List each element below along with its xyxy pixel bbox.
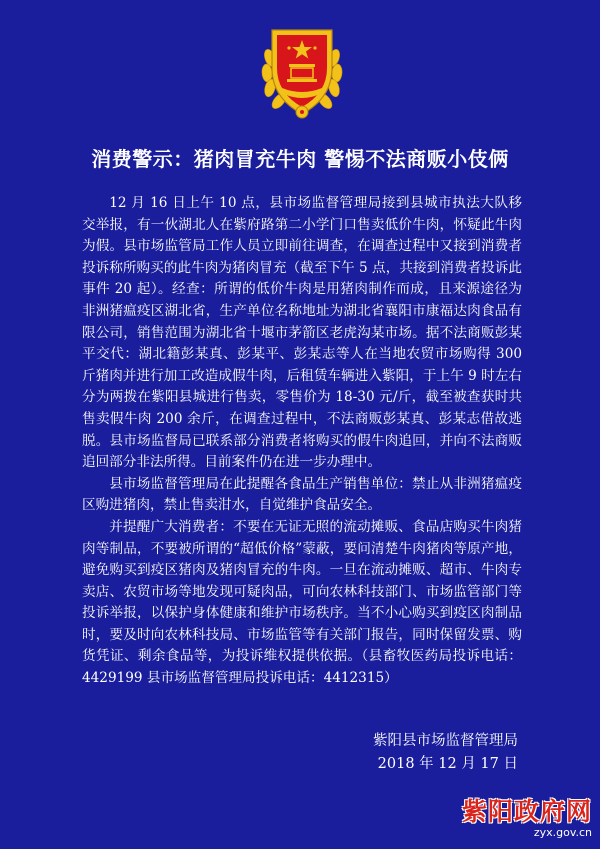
watermark-site-name: 紫阳政府网 [461, 797, 592, 826]
article-body [82, 193, 522, 690]
paragraph-case-report: 12 月 16 日上午 10 点，县市场监督管理局接到县城市执法大队移交举报，有一伙湖北人在紫府路第二小学门口售卖低价牛肉，怀疑此牛肉为假。县市场监管局工作人员立即前往调查，在调查过程中又接到消费者投诉称所购买的此牛肉为猪肉冒充（截至下午 5 点，共接到消费者投诉此事件 20 起）。经查：所谓的低价牛肉是用猪肉制作而成，且来源途径为非洲猪瘟疫区湖北省，生产单位名称地址为湖北省襄阳市康福达肉食品有限公司，销售范围为湖北省十堰市茅箭区老虎沟某市场。据不法商贩彭某平交代：湖北籍彭某真、彭某平、彭某志等人在当地农贸市场购得 300 斤猪肉并进行加工改造成假牛肉，后租赁车辆进入紫阳，于上午 9 时左右分为两拨在紫阳县城进行售卖，零售价为 18-30 元/斤，截至被查获时共售卖假牛肉 200 余斤，在调查过程中，不法商贩彭某真、彭某志借故逃脱。县市场监督局已联系部分消费者将购买的假牛肉追回，并向不法商贩追回部分非法所得。目前案件仍在进一步办理中。 [82, 195, 522, 471]
site-watermark [462, 792, 592, 839]
market-regulation-emblem [256, 18, 348, 122]
signature-date: 2018 年 12 月 17 日 [377, 756, 518, 772]
paragraph-business-reminder: 县市场监督管理局在此提醒各食品生产销售单位：禁止从非洲猪瘟疫区购进猪肉，禁止售卖泔水，自觉维护食品安全。 [82, 475, 522, 514]
signature-block [373, 730, 518, 776]
paragraph-consumer-reminder: 并提醒广大消费者：不要在无证无照的流动摊贩、食品店购买牛肉猪肉等制品，不要被所谓的“超低价格”蒙蔽，要问清楚牛肉猪肉等原产地，避免购买到疫区猪肉及猪肉冒充的牛肉。一旦在流动摊贩、超市、牛肉专卖店、农贸市场等地发现可疑肉品，可向农林科技部门、市场监管部门等投诉举报，以保护身体健康和维护市场秩序。当不小心购买到疫区肉制品时，要及时向农林科技局、市场监管等有关部门报告，同时保留发票、购货凭证、剩余食品等，为投诉维权提供依据。（县畜牧医药局投诉电话：4429199 县市场监督管理局投诉电话：4412315） [82, 518, 522, 687]
watermark-url: zyx.gov.cn [533, 826, 592, 839]
page-title: 消费警示：猪肉冒充牛肉 警惕不法商贩小伎俩 [91, 147, 509, 171]
signature-org: 紫阳县市场监督管理局 [373, 733, 518, 749]
